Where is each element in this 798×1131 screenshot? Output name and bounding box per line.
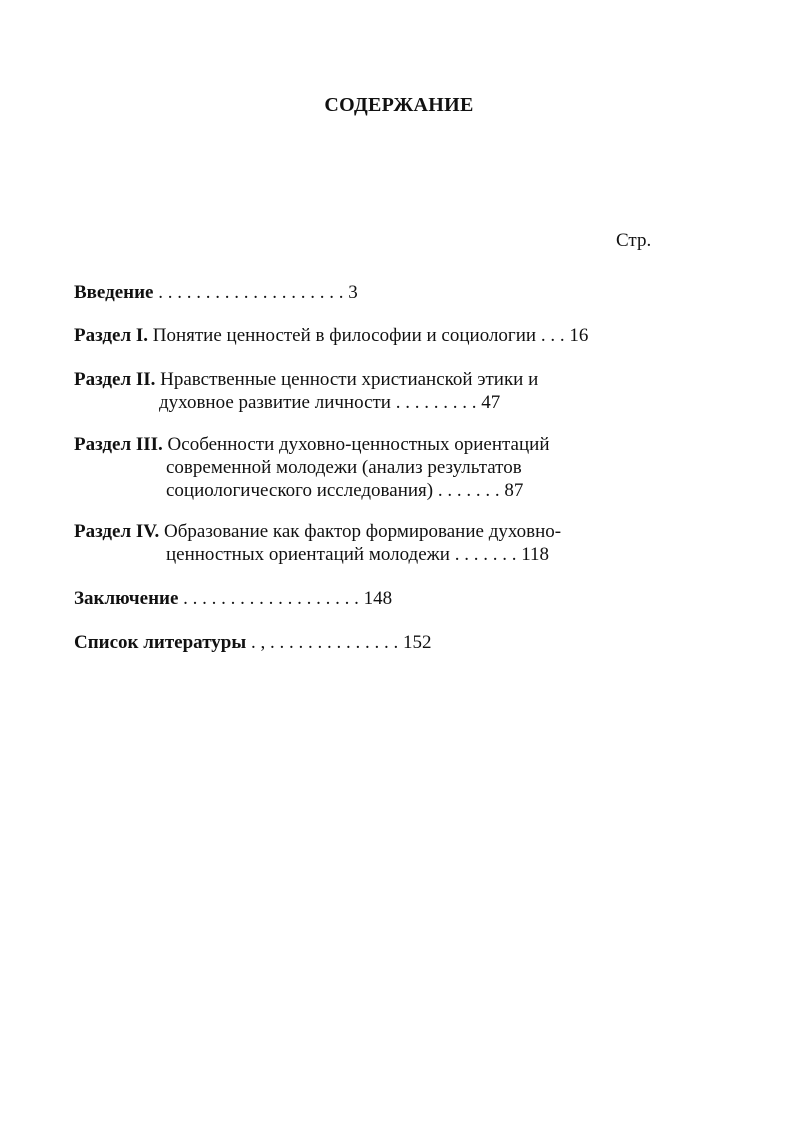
page-title: СОДЕРЖАНИЕ — [324, 94, 474, 116]
toc-entry-text: Образование как фактор формирование духовно- — [159, 521, 562, 542]
page-number: 148 — [363, 588, 393, 609]
toc-entry-text: Нравственные ценности христианской этики и — [155, 369, 539, 390]
toc-entry-section-1[interactable] — [74, 324, 588, 347]
toc-entry-text: современной молодежи (анализ результатов — [166, 457, 522, 478]
toc-entry-text: духовное развитие личности — [159, 392, 391, 413]
leader-dots: . . . — [536, 325, 570, 346]
toc-entry-label: Раздел III. — [74, 434, 163, 455]
toc-entry-section-4-cont[interactable] — [166, 543, 549, 566]
page-column-label: Стр. — [616, 230, 652, 251]
page-number: 152 — [402, 632, 432, 653]
toc-entry-label: Раздел II. — [74, 369, 156, 390]
toc-entry-label: Список литературы — [74, 632, 247, 653]
page-number: 87 — [504, 480, 524, 501]
page-number: 16 — [569, 325, 589, 346]
leader-dots: . , . . . . . . . . . . . . . . — [246, 632, 403, 653]
leader-dots: . . . . . . . . . — [390, 392, 482, 413]
toc-entry-bibliography[interactable] — [74, 631, 431, 654]
leader-dots: . . . . . . . — [449, 544, 522, 565]
page-number: 118 — [521, 544, 549, 565]
toc-entry-label: Раздел I. — [74, 325, 148, 346]
toc-entry-section-3[interactable] — [74, 433, 550, 456]
toc-entry-label: Раздел IV. — [74, 521, 160, 542]
toc-entry-section-2-cont[interactable] — [159, 391, 500, 414]
toc-entry-label: Введение — [74, 282, 154, 303]
toc-entry-section-3-cont[interactable] — [166, 456, 522, 479]
toc-entry-section-2[interactable] — [74, 368, 538, 391]
page-number: 3 — [348, 282, 358, 303]
leader-dots: . . . . . . . . . . . . . . . . . . . — [178, 588, 364, 609]
toc-entry-label: Заключение — [74, 588, 179, 609]
toc-entry-text: ценностных ориентаций молодежи — [166, 544, 450, 565]
page-number: 47 — [481, 392, 501, 413]
toc-entry-section-4[interactable] — [74, 520, 561, 543]
toc-entry-text: Особенности духовно-ценностных ориентаций — [162, 434, 550, 455]
leader-dots: . . . . . . . — [433, 480, 505, 501]
toc-entry-section-3-cont2[interactable] — [166, 479, 523, 502]
leader-dots: . . . . . . . . . . . . . . . . . . . . — [153, 282, 349, 303]
toc-entry-introduction[interactable] — [74, 281, 358, 304]
toc-entry-text: Понятие ценностей в философии и социологии — [148, 325, 537, 346]
toc-entry-text: социологического исследования) — [166, 480, 434, 501]
toc-entry-conclusion[interactable] — [74, 587, 392, 610]
